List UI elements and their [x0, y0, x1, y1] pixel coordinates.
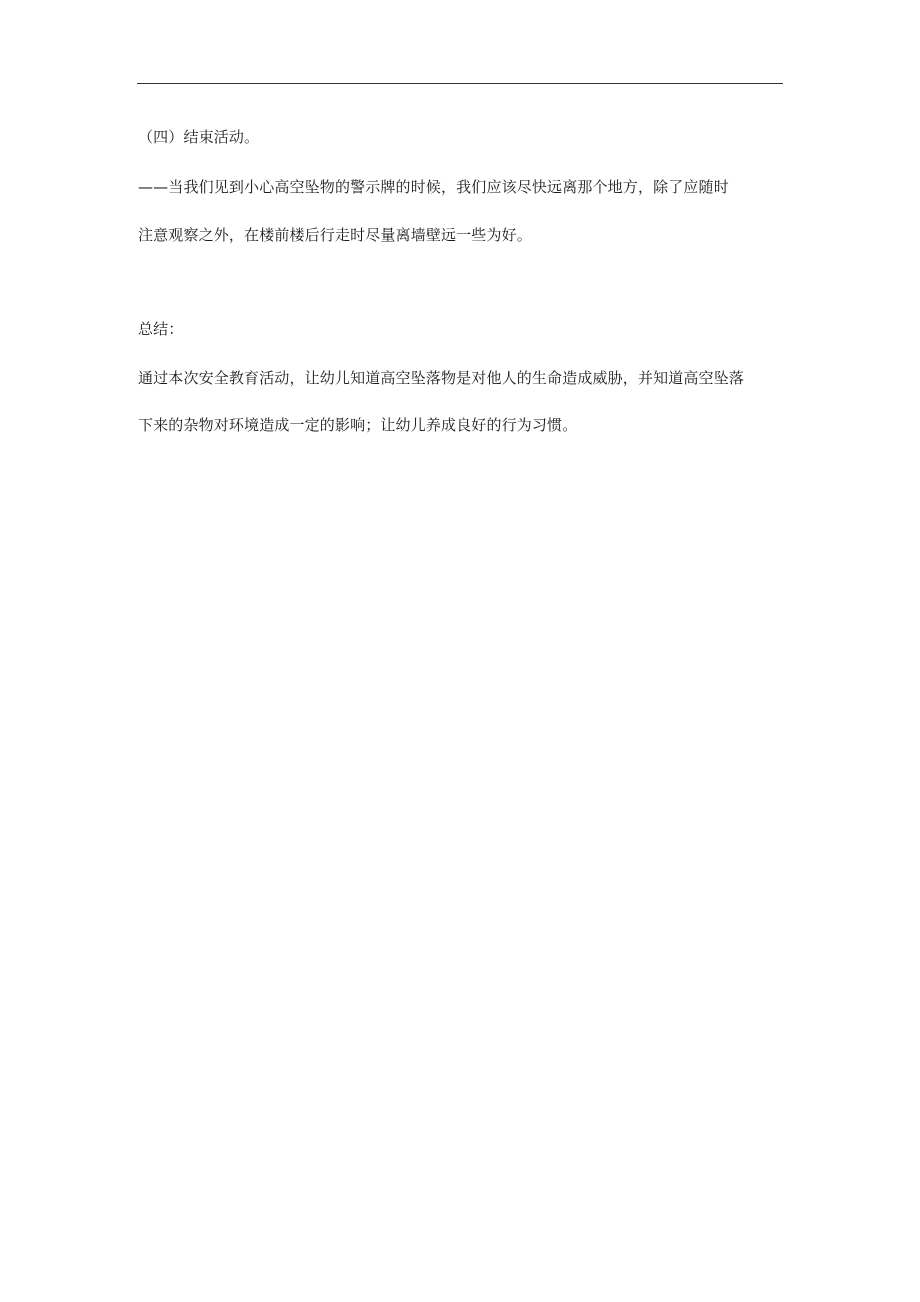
paragraph-line: ——当我们见到小心高空坠物的警示牌的时候，我们应该尽快远离那个地方，除了应随时: [138, 178, 729, 196]
paragraph-line: 注意观察之外，在楼前楼后行走时尽量离墙壁远一些为好。: [138, 226, 532, 244]
summary-line: 通过本次安全教育活动，让幼儿知道高空坠落物是对他人的生命造成威胁，并知道高空坠落: [138, 369, 745, 387]
summary-line: 下来的杂物对环境造成一定的影响；让幼儿养成良好的行为习惯。: [138, 416, 578, 434]
summary-heading: 总结：: [138, 320, 184, 338]
header-divider: [137, 83, 783, 84]
section-heading: （四）结束活动。: [138, 128, 260, 146]
